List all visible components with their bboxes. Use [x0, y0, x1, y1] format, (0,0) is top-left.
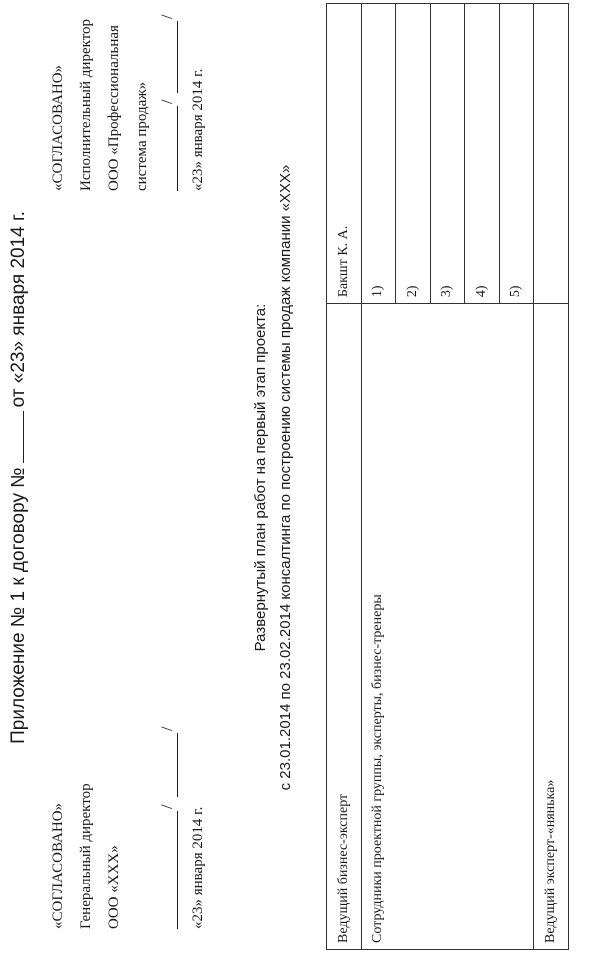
table-row [361, 4, 396, 950]
right-approval-company-line1: ООО «Профессиональная [106, 25, 122, 191]
lead-expert-label: Ведущий бизнес-эксперт [327, 304, 362, 950]
left-approval-block [44, 726, 212, 929]
left-approval-date: «23» января 2014 г. [190, 806, 206, 929]
table-row [327, 4, 362, 950]
left-name-slash: / [159, 726, 176, 731]
left-signature-blank [177, 811, 178, 929]
left-signature-line [156, 726, 184, 929]
right-signature-blank [177, 106, 178, 191]
left-approval-company: ООО «XXX» [106, 845, 122, 929]
nanny-expert-value [534, 4, 569, 304]
left-approval-position: Генеральный директор [78, 783, 94, 929]
right-approval-label: «СОГЛАСОВАНО» [50, 64, 66, 191]
lead-expert-name: Бакшт К. А. [327, 4, 362, 304]
title-start: Приложение № 1 к договору № [8, 467, 29, 744]
staff-label: Сотрудники проектной группы, эксперты, бизнес-тренеры [361, 304, 534, 950]
right-name-blank [177, 21, 178, 93]
left-approval-label: «СОГЛАСОВАНО» [50, 802, 66, 929]
plan-heading-line1: Развернутый план работ на первый этап проекта: [252, 303, 269, 652]
right-signature-line [156, 14, 184, 191]
right-name-slash: / [159, 14, 176, 19]
table-row [534, 4, 569, 950]
title-end: от «23» января 2014 г. [8, 211, 29, 408]
staff-slot: 3) [430, 4, 465, 304]
project-team-table [326, 3, 569, 950]
plan-heading-line2: с 23.01.2014 по 23.02.2014 консалтинга по построению системы продаж компании «XXX» [277, 164, 294, 791]
right-signature-slash: / [159, 99, 176, 104]
staff-slot: 1) [361, 4, 396, 304]
contract-number-blank [22, 411, 24, 463]
right-approval-date: «23» января 2014 г. [190, 68, 206, 191]
staff-slot: 2) [396, 4, 431, 304]
right-approval-block [44, 14, 212, 191]
left-name-blank [177, 733, 178, 797]
left-signature-slash: / [159, 804, 176, 809]
nanny-expert-label: Ведущий эксперт-«нянька» [534, 304, 569, 950]
right-approval-company-line2: система продаж» [134, 81, 150, 191]
staff-slot: 4) [465, 4, 500, 304]
right-approval-position: Исполнительный директор [78, 18, 94, 191]
document-title [8, 0, 30, 955]
staff-slot: 5) [499, 4, 534, 304]
